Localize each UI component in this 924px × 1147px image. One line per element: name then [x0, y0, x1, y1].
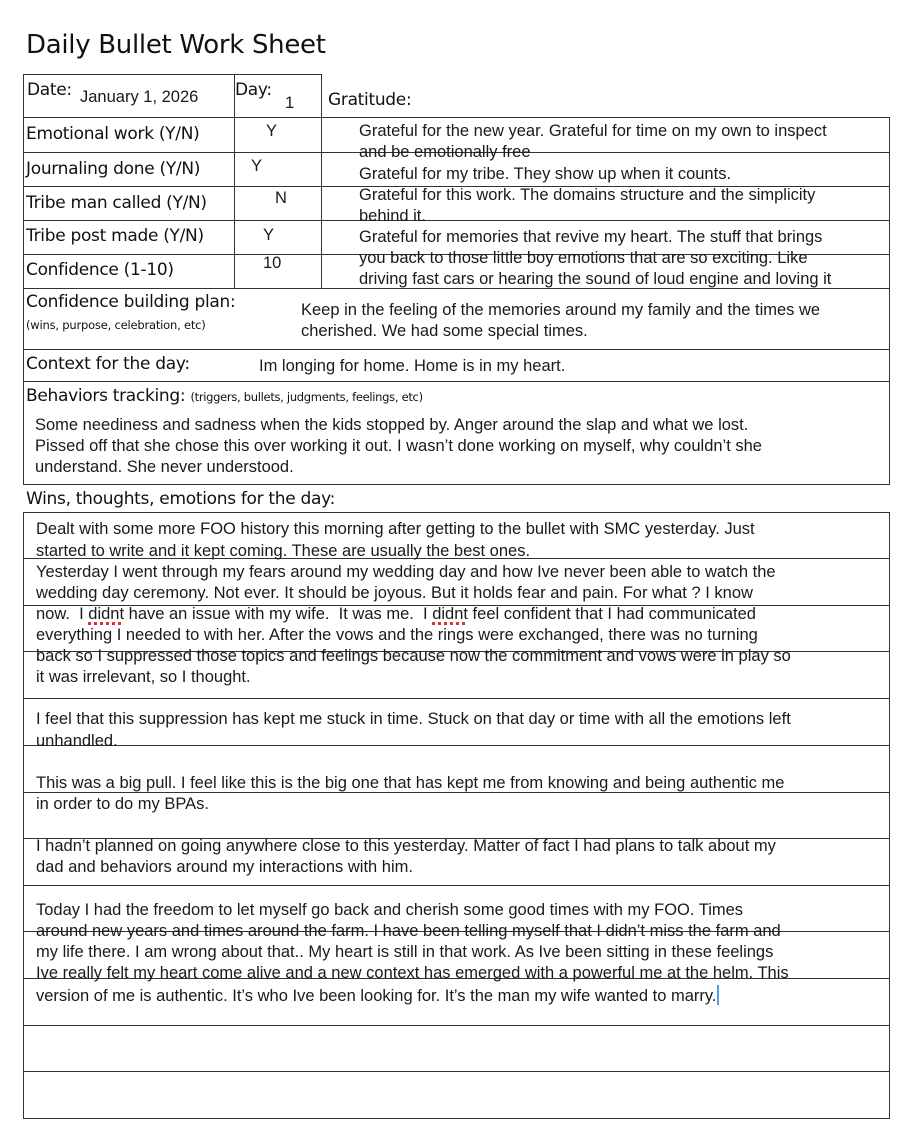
gratitude-label: Gratitude: — [328, 90, 412, 110]
behaviors-line[interactable]: Pissed off that she chose this over working it out. I wasn’t done working on myself, why couldn’t she — [35, 437, 762, 455]
divider — [23, 745, 890, 746]
date-label: Date: — [27, 80, 72, 100]
divider — [23, 186, 322, 187]
wins-line[interactable]: Today I had the freedom to let myself go back and cherish some good times with my FOO. Times — [36, 901, 744, 919]
row-value-journaling[interactable]: Y — [251, 157, 263, 175]
wins-line[interactable]: in order to do my BPAs. — [36, 795, 210, 813]
gratitude-line[interactable]: you back to those little boy emotions that are so exciting. Like — [359, 249, 808, 267]
confidence-plan-line[interactable]: cherished. We had some special times. — [301, 322, 588, 340]
gratitude-line[interactable]: Grateful for my tribe. They show up when it counts. — [359, 165, 732, 183]
gratitude-line[interactable]: driving fast cars or hearing the sound of loud engine and loving it — [359, 270, 832, 288]
divider — [23, 349, 890, 350]
divider — [23, 1071, 890, 1072]
wins-line[interactable]: unhandled. — [36, 732, 118, 750]
gratitude-line[interactable]: Grateful for this work. The domains structure and the simplicity — [359, 186, 816, 204]
gratitude-line[interactable]: and be emotionally free — [359, 143, 531, 161]
text-cursor — [717, 985, 719, 1005]
date-value[interactable]: January 1, 2026 — [80, 88, 199, 106]
wins-box — [23, 512, 890, 1119]
wins-line[interactable]: my life there. I am wrong about that.. My heart is still in that work. As Ive been sitting in these feelings — [36, 943, 774, 961]
row-label-confidence: Confidence (1-10) — [26, 260, 174, 280]
wins-line[interactable]: Ive really felt my heart come alive and a new context has emerged with a powerful me at the helm. This — [36, 964, 789, 982]
wins-text: now. I — [36, 605, 89, 623]
wins-line[interactable]: dad and behaviors around my interactions with him. — [36, 858, 413, 876]
wins-line[interactable]: started to write and it kept coming. These are usually the best ones. — [36, 542, 531, 560]
wins-line[interactable]: I hadn’t planned on going anywhere close to this yesterday. Matter of fact I had plans to talk about my — [36, 837, 776, 855]
wins-text: version of me is authentic. It’s who Ive been looking for. It’s the man my wife wanted to marry. — [36, 987, 717, 1005]
wins-line[interactable]: around new years and times around the farm. I have been telling myself that I didn’t miss the farm and — [36, 922, 781, 940]
gratitude-line[interactable]: Grateful for the new year. Grateful for time on my own to inspect — [359, 122, 827, 140]
behaviors-sublabel: (triggers, bullets, judgments, feelings, etc) — [190, 390, 423, 404]
row-value-tribe-called[interactable]: N — [275, 189, 287, 207]
wins-label: Wins, thoughts, emotions for the day: — [26, 489, 336, 509]
row-label-journaling: Journaling done (Y/N) — [26, 159, 201, 179]
context-label: Context for the day: — [26, 354, 190, 374]
row-value-tribe-post[interactable]: Y — [263, 226, 275, 244]
divider — [234, 74, 235, 288]
divider — [23, 1025, 890, 1026]
misspelled-word[interactable]: didnt — [88, 605, 125, 623]
wins-line[interactable]: Yesterday I went through my fears around my wedding day and how Ive never been able to watch the — [36, 563, 776, 581]
confidence-plan-line[interactable]: Keep in the feeling of the memories around my family and the times we — [301, 301, 821, 319]
wins-line[interactable]: it was irrelevant, so I thought. — [36, 668, 251, 686]
divider — [23, 885, 890, 886]
divider — [23, 152, 322, 153]
divider — [23, 117, 322, 118]
context-value[interactable]: Im longing for home. Home is in my heart. — [259, 357, 566, 375]
gratitude-line[interactable]: behind it. — [359, 207, 426, 225]
divider — [23, 698, 890, 699]
gratitude-line[interactable]: Grateful for memories that revive my heart. The stuff that brings — [359, 228, 823, 246]
misspelled-word[interactable]: didnt — [432, 605, 468, 623]
confidence-plan-sublabel: (wins, purpose, celebration, etc) — [26, 318, 206, 332]
divider — [23, 220, 322, 221]
behaviors-label-text: Behaviors tracking: — [26, 386, 186, 406]
divider — [23, 381, 890, 382]
wins-line[interactable]: I feel that this suppression has kept me stuck in time. Stuck on that day or time with all the emotions left — [36, 710, 791, 728]
row-label-emotional-work: Emotional work (Y/N) — [26, 124, 200, 144]
row-label-tribe-post: Tribe post made (Y/N) — [26, 226, 204, 246]
behaviors-line[interactable]: understand. She never understood. — [35, 458, 294, 476]
wins-line[interactable] — [36, 985, 719, 1006]
row-value-confidence[interactable]: 10 — [263, 254, 282, 272]
sheet-title: Daily Bullet Work Sheet — [26, 30, 326, 60]
wins-text: feel confident that I had communicated — [467, 605, 756, 623]
wins-line[interactable]: back so I suppressed those topics and feelings because now the commitment and vows were in play so — [36, 647, 791, 665]
row-value-emotional-work[interactable]: Y — [266, 122, 278, 140]
behaviors-line[interactable]: Some neediness and sadness when the kids stopped by. Anger around the slap and what we lost. — [35, 416, 749, 434]
behaviors-label — [26, 386, 423, 406]
confidence-plan-label: Confidence building plan: — [26, 292, 236, 312]
wins-line[interactable]: everything I needed to with her. After the vows and the rings were exchanged, there was no turning — [36, 626, 758, 644]
row-label-tribe-called: Tribe man called (Y/N) — [26, 193, 207, 213]
wins-line[interactable] — [36, 605, 756, 624]
wins-line[interactable]: This was a big pull. I feel like this is the big one that has kept me from knowing and being authentic me — [36, 774, 785, 792]
wins-line[interactable]: Dealt with some more FOO history this morning after getting to the bullet with SMC yesterday. Just — [36, 520, 755, 538]
day-value[interactable]: 1 — [285, 94, 295, 112]
wins-line[interactable]: wedding day ceremony. Not ever. It should be joyous. But it holds fear and pain. For what ? I know — [36, 584, 753, 602]
day-label: Day: — [235, 80, 272, 100]
wins-text: have an issue with my wife. It was me. I — [124, 605, 433, 623]
